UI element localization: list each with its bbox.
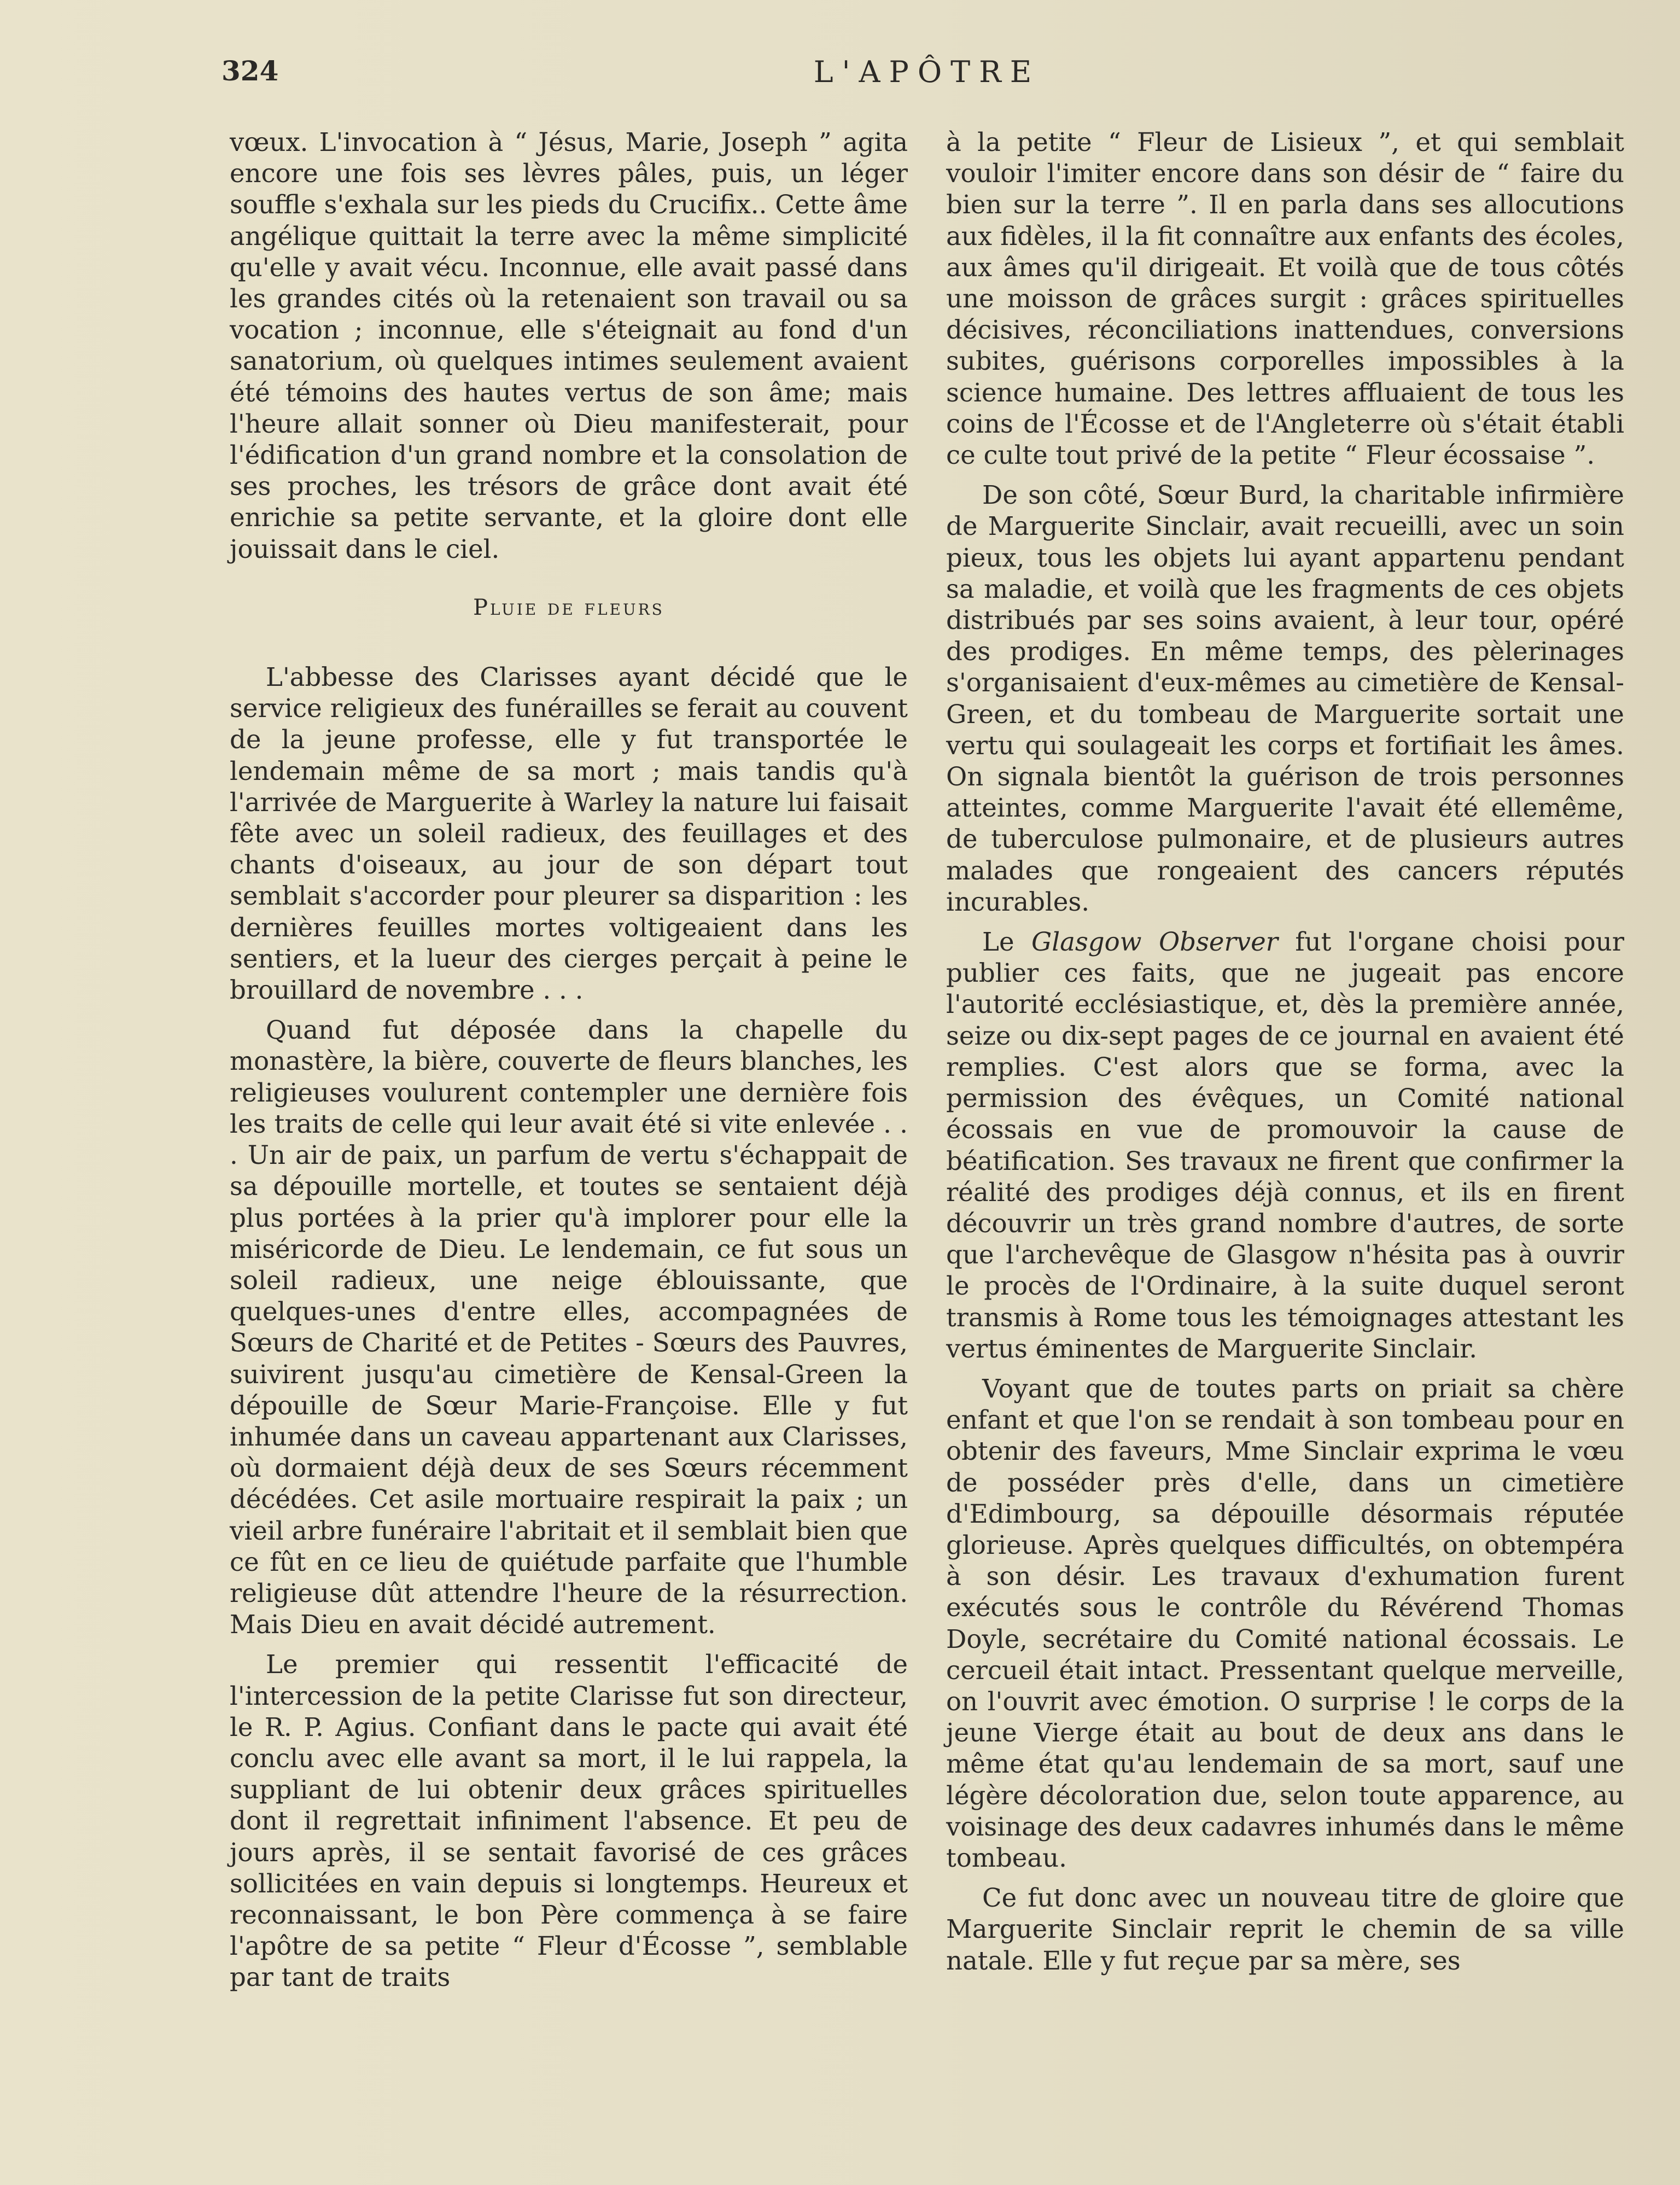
paragraph: Le premier qui ressentit l'efficacité de l'intercession de la petite Clarisse fut son directeur, le R. P. Agius. Confiant dans le pacte qui avait été conclu avec elle avant sa mort, il le lui rappela, la suppliant de lui obtenir deux grâces spirituelles dont il regrettait infiniment l'absence. Et peu de jours après, il se sentait favorisé de ces grâces sollicitées en vain depuis si longtemps. Heureux et reconnaissant, le bon Père commença à se faire l'apôtre de sa petite “ Fleur d'Écosse ”, semblable par tant de traits <box>230 1650 908 1992</box>
paragraph: Ce fut donc avec un nouveau titre de gloire que Marguerite Sinclair reprit le chemin de sa ville natale. Elle y fut reçue par sa mère, ses <box>946 1883 1624 1976</box>
left-column <box>230 127 908 2002</box>
paragraph: à la petite “ Fleur de Lisieux ”, et qui semblait vouloir l'imiter encore dans son désir de “ faire du bien sur la terre ”. Il en parla dans ses allocutions aux fidèles, il la fit connaître aux enfants des écoles, aux âmes qu'il dirigeait. Et voilà que de tous côtés une moisson de grâces surgit : grâces spirituelles décisives, réconciliations inattendues, conversions subites, guérisons corporelles impossibles à la science humaine. Des lettres affluaient de tous les coins de l'Écosse et de l'Angleterre où s'était établi ce culte tout privé de la petite “ Fleur écossaise ”. <box>946 127 1624 470</box>
paragraph-text: Le <box>982 927 1031 957</box>
section-heading: Pluie de fleurs <box>473 595 664 620</box>
page-header <box>221 55 1632 104</box>
paragraph: Voyant que de toutes parts on priait sa chère enfant et que l'on se rendait à son tombeau pour en obtenir des faveurs, Mme Sinclair exprima le vœu de posséder près d'elle, dans un cimetière d'Edimbourg, sa dépouille désormais réputée glorieuse. Après quelques difficultés, on obtempéra à son désir. Les travaux d'exhumation furent exécutés sous le contrôle du Révérend Thomas Doyle, secrétaire du Comité national écossais. Le cercueil était intact. Pressentant quelque merveille, on l'ouvrit avec émotion. O surprise ! le corps de la jeune Vierge était au bout de deux ans dans le même état qu'au lendemain de sa mort, sauf une légère décoloration due, selon toute apparence, au voisinage des deux cadavres inhumés dans le même tombeau. <box>946 1373 1624 1873</box>
paragraph: De son côté, Sœur Burd, la charitable infirmière de Marguerite Sinclair, avait recueilli, avec un soin pieux, tous les objets lui ayant appartenu pendant sa maladie, et voilà que les fragments de ces objets distribués par ses soins avaient, à leur tour, opéré des prodiges. En même temps, des pèlerinages s'organisaient d'eux-mêmes au cimetière de Kensal-Green, et du tombeau de Marguerite sortait une vertu qui soulageait les corps et fortifiait les âmes. On signala bientôt la guérison de trois personnes atteintes, comme Marguerite l'avait été ellemême, de tuberculose pulmonaire, et de plusieurs autres malades que rongeaient des cancers réputés incurables. <box>946 480 1624 917</box>
right-column <box>946 127 1624 1985</box>
paragraph: L'abbesse des Clarisses ayant décidé que le service religieux des funérailles se ferait au couvent de la jeune professe, elle y fut transportée le lendemain même de sa mort ; mais tandis qu'à l'arrivée de Marguerite à Warley la nature lui faisait fête avec un soleil radieux, des feuillages et des chants d'oiseaux, au jour de son départ tout semblait s'accorder pour pleurer sa disparition : les dernières feuilles mortes voltigeaient dans les sentiers, et la lueur des cierges perçait à peine le brouillard de novembre . . . <box>230 662 908 1005</box>
running-title: L'APÔTRE <box>813 55 1041 89</box>
paragraph: vœux. L'invocation à “ Jésus, Marie, Joseph ” agita encore une fois ses lèvres pâles, puis, un léger souffle s'exhala sur les pieds du Crucifix.. Cette âme angélique quittait la terre avec la même simplicité qu'elle y avait vécu. Inconnue, elle avait passé dans les grandes cités où la retenaient son travail ou sa vocation ; inconnue, elle s'éteignait au fond d'un sanatorium, où quelques intimes seulement avaient été témoins des hautes vertus de son âme; mais l'heure allait sonner où Dieu manifesterait, pour l'édification d'un grand nombre et la consolation de ses proches, les trésors de grâce dont avait été enrichie sa petite servante, et la gloire dont elle jouissait dans le ciel. <box>230 127 908 564</box>
paragraph <box>946 927 1624 1365</box>
page-number: 324 <box>221 55 279 87</box>
newspaper-title: Glasgow Observer <box>1031 927 1278 957</box>
paragraph: Quand fut déposée dans la chapelle du monastère, la bière, couverte de fleurs blanches, les religieuses voulurent contempler une dernière fois les traits de celle qui leur avait été si vite enlevée . . . Un air de paix, un parfum de vertu s'échappait de sa dépouille mortelle, et toutes se sentaient déjà plus portées à la prier qu'à implorer pour elle la miséricorde de Dieu. Le lendemain, ce fut sous un soleil radieux, une neige éblouissante, que quelques-unes d'entre elles, accompagnées de Sœurs de Charité et de Petites - Sœurs des Pauvres, suivirent jusqu'au cimetière de Kensal-Green la dépouille de Sœur Marie-Françoise. Elle y fut inhumée dans un caveau appartenant aux Clarisses, où dormaient déjà deux de ses Sœurs récemment décédées. Cet asile mortuaire respirait la paix ; un vieil arbre funéraire l'abritait et il semblait bien que ce fût en ce lieu de quiétude parfaite que l'humble religieuse dût attendre l'heure de la résurrection. Mais Dieu en avait décidé autrement. <box>230 1015 908 1640</box>
paragraph-text: fut l'organe choisi pour publier ces faits, que ne jugeait pas encore l'autorité ecclésiastique, et, dès la première année, seize ou dix-sept pages de ce journal en avaient été remplies. C'est alors que se forma, avec la permission des évêques, un Comité national écossais en vue de promouvoir la cause de béatification. Ses travaux ne firent que confirmer la réalité des prodiges déjà connus, et ils en firent découvrir un très grand nombre d'autres, de sorte que l'archevêque de Glasgow n'hésita pas à ouvrir le procès de l'Ordinaire, à la suite duquel seront transmis à Rome tous les témoignages attestant les vertus éminentes de Marguerite Sinclair. <box>946 927 1624 1364</box>
